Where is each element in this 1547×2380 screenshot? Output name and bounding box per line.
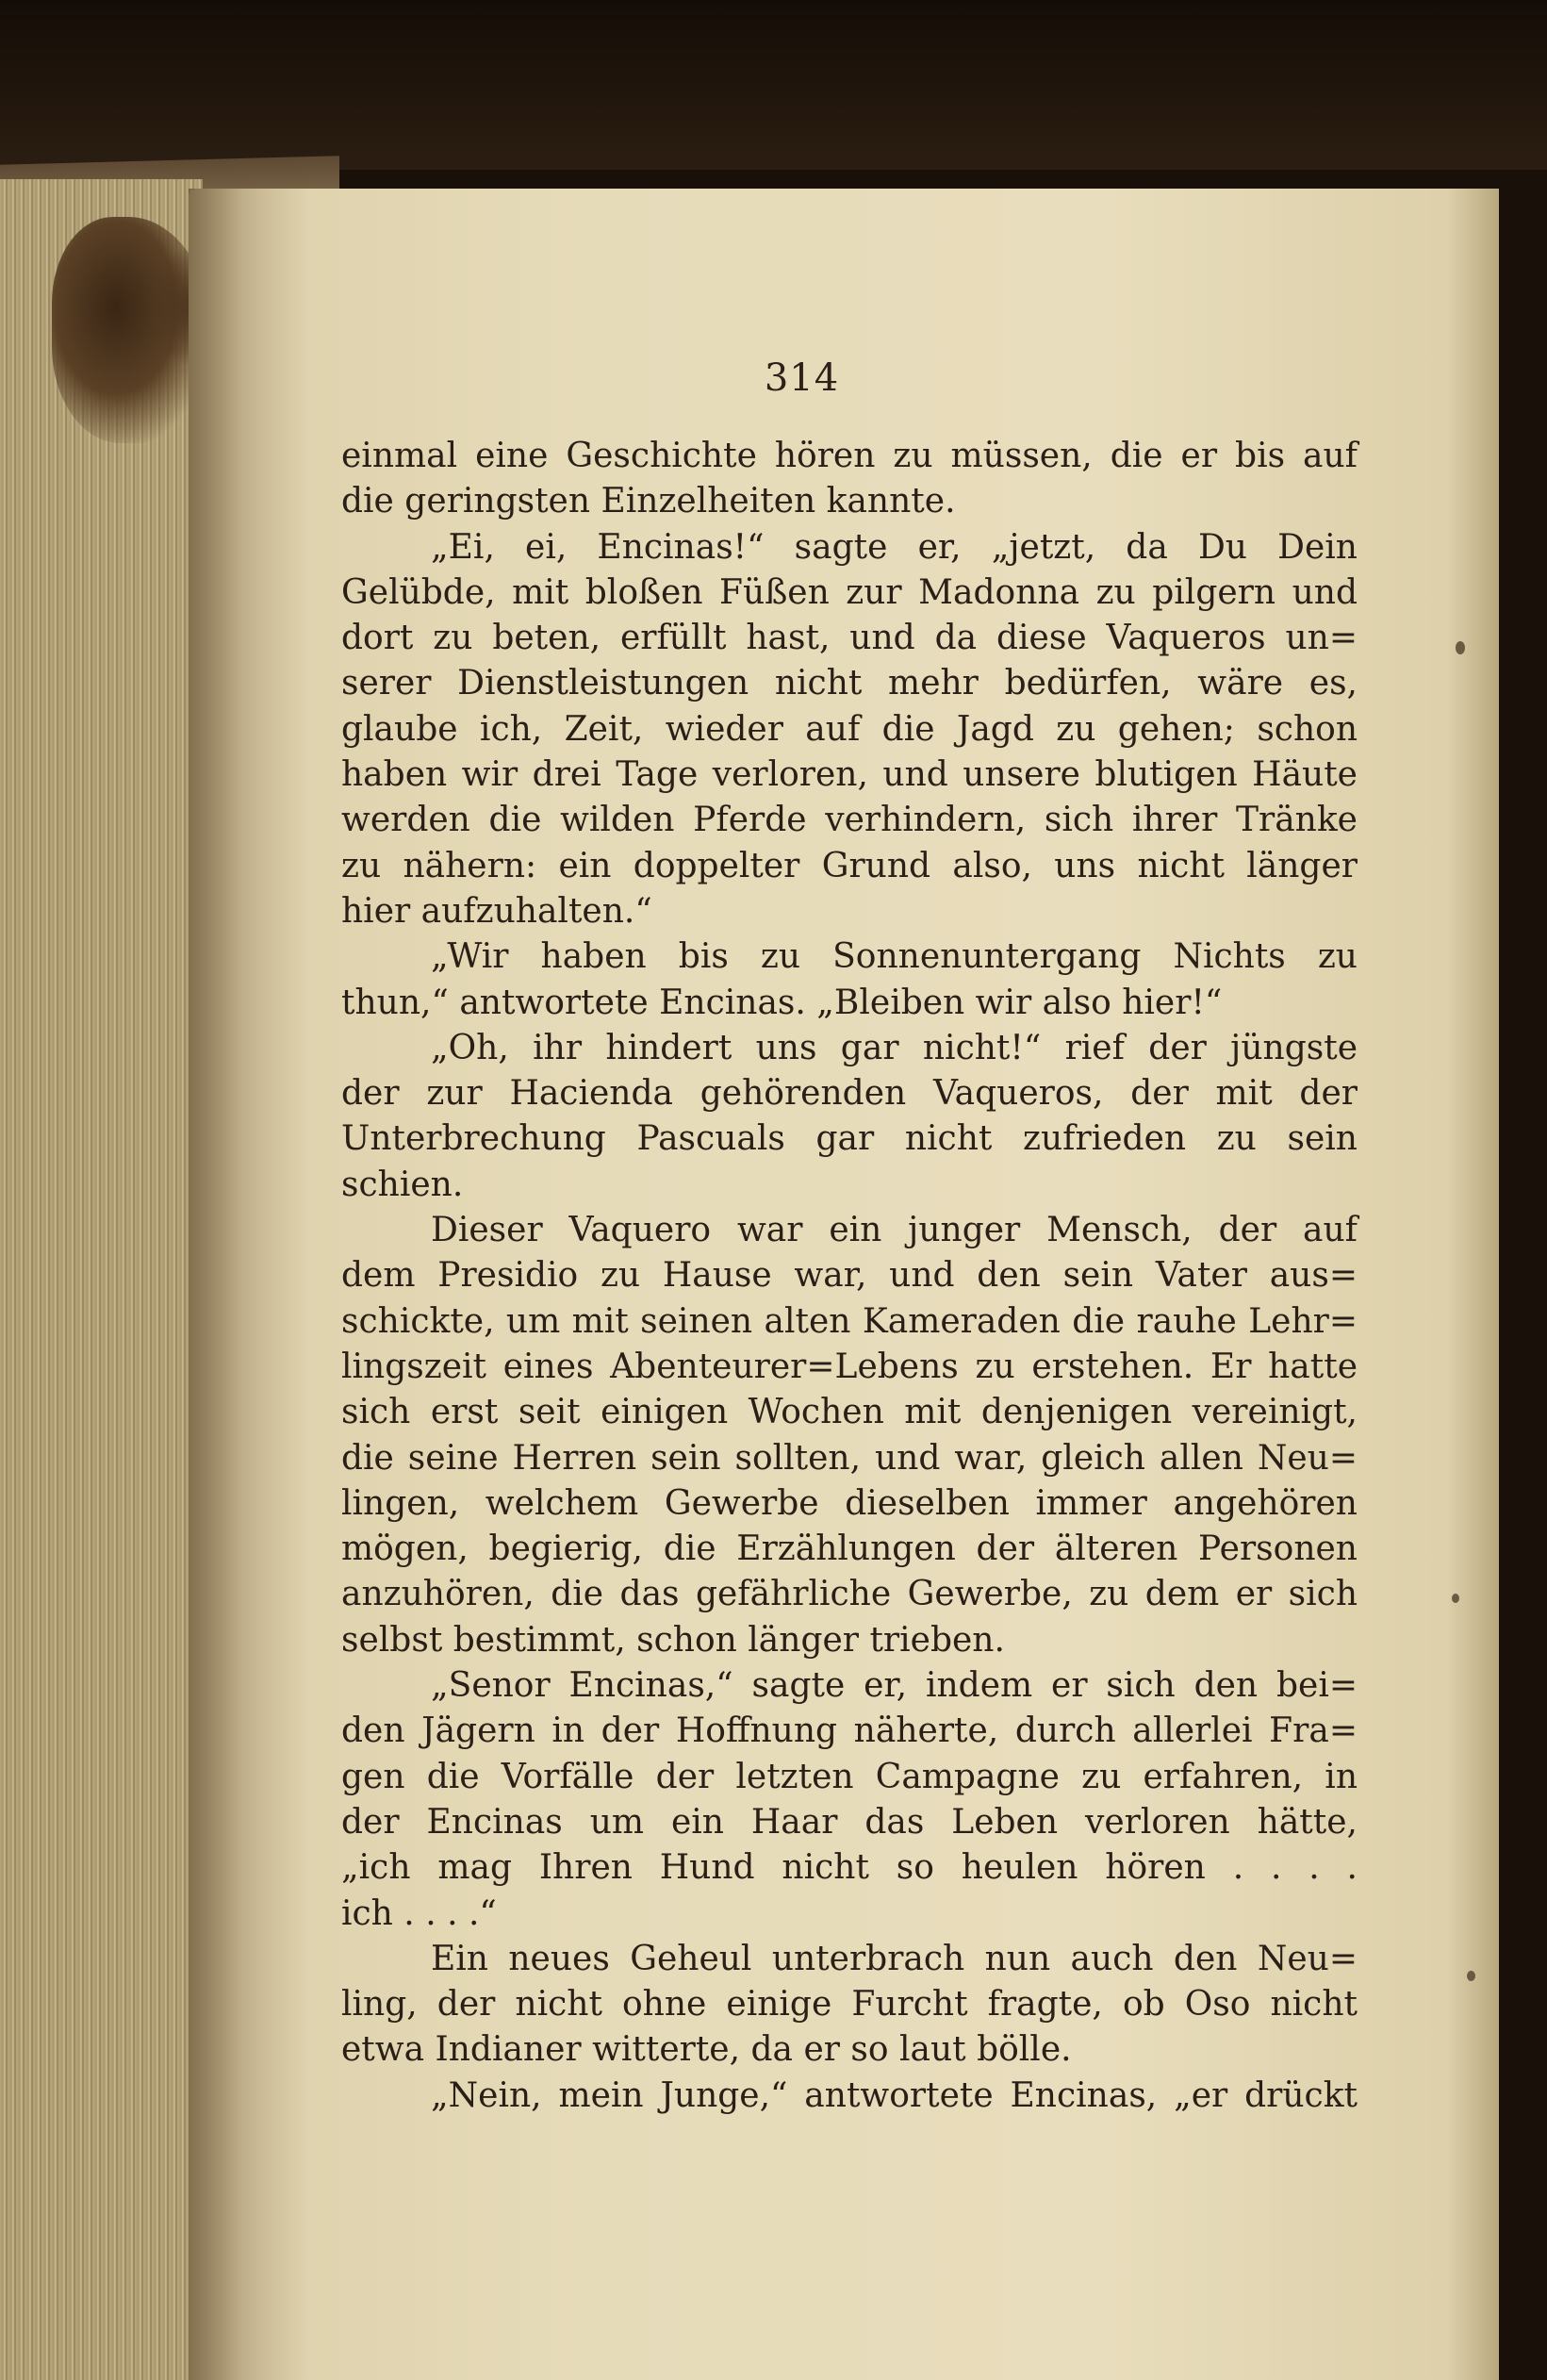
text-line: sich erst seit einigen Wochen mit denjenigen vereinigt, bbox=[341, 1393, 1358, 1432]
text-line: „Senor Encinas,“ sagte er, indem er sich den bei= bbox=[431, 1666, 1358, 1706]
text-line: die seine Herren sein sollten, und war, gleich allen Neu= bbox=[341, 1438, 1358, 1478]
paper-speck bbox=[1452, 1594, 1459, 1603]
body-text bbox=[341, 434, 1358, 2119]
text-line: dort zu beten, erfüllt hast, und da diese Vaqueros un= bbox=[341, 619, 1358, 658]
text-line: dem Presidio zu Hause war, und den sein Vater aus= bbox=[341, 1256, 1358, 1296]
text-line: „Ei, ei, Encinas!“ sagte er, „jetzt, da Du Dein bbox=[431, 527, 1358, 567]
text-line: schien. bbox=[341, 1165, 464, 1204]
paper-speck bbox=[1467, 1971, 1475, 1981]
background-shadow bbox=[0, 0, 1547, 170]
text-line: einmal eine Geschichte hören zu müssen, die er bis auf bbox=[341, 437, 1358, 475]
text-line: mögen, begierig, die Erzählungen der älteren Personen bbox=[341, 1529, 1358, 1569]
text-line: die geringsten Einzelheiten kannte. bbox=[341, 482, 956, 521]
page-number: 314 bbox=[764, 356, 840, 400]
text-line: selbst bestimmt, schon länger trieben. bbox=[341, 1620, 1005, 1660]
text-line: glaube ich, Zeit, wieder auf die Jagd zu gehen; schon bbox=[341, 709, 1358, 749]
text-line: lingszeit eines Abenteurer=Lebens zu erstehen. Er hatte bbox=[341, 1347, 1358, 1386]
text-line: der Encinas um ein Haar das Leben verloren hätte, bbox=[341, 1802, 1358, 1842]
text-line: serer Dienstleistungen nicht mehr bedürfen, wäre es, bbox=[341, 664, 1358, 703]
page-stack-edges bbox=[0, 179, 203, 2380]
text-line: hier aufzuhalten.“ bbox=[341, 891, 652, 931]
text-line: etwa Indianer witterte, da er so laut bölle. bbox=[341, 2030, 1072, 2070]
text-line: zu nähern: ein doppelter Grund also, uns nicht länger bbox=[341, 846, 1358, 885]
text-line: ich . . . .“ bbox=[341, 1893, 497, 1933]
text-line: „ich mag Ihren Hund nicht so heulen hören . . . . bbox=[341, 1848, 1358, 1888]
text-line: „Wir haben bis zu Sonnenuntergang Nichts zu bbox=[431, 937, 1358, 977]
paper-speck bbox=[1456, 641, 1465, 654]
text-line: ling, der nicht ohne einige Furcht fragte, ob Oso nicht bbox=[341, 1985, 1358, 2025]
text-line: werden die wilden Pferde verhindern, sich ihrer Tränke bbox=[341, 801, 1358, 840]
text-line: Gelübde, mit bloßen Füßen zur Madonna zu pilgern und bbox=[341, 572, 1358, 612]
text-line: Dieser Vaquero war ein junger Mensch, der auf bbox=[431, 1211, 1358, 1250]
gutter-shadow bbox=[189, 189, 311, 2380]
text-line: Ein neues Geheul unterbrach nun auch den Neu= bbox=[431, 1939, 1358, 1978]
text-line: Unterbrechung Pascuals gar nicht zufrieden zu sein bbox=[341, 1119, 1358, 1159]
text-line: „Oh, ihr hindert uns gar nicht!“ rief der jüngste bbox=[431, 1028, 1358, 1067]
text-line: schickte, um mit seinen alten Kameraden die rauhe Lehr= bbox=[341, 1301, 1358, 1341]
text-line: lingen, welchem Gewerbe dieselben immer angehören bbox=[341, 1483, 1358, 1523]
text-line: thun,“ antwortete Encinas. „Bleiben wir also hier!“ bbox=[341, 983, 1223, 1022]
text-line: gen die Vorfälle der letzten Campagne zu erfahren, in bbox=[341, 1757, 1358, 1796]
text-line: den Jägern in der Hoffnung näherte, durch allerlei Fra= bbox=[341, 1711, 1358, 1751]
text-line: „Nein, mein Junge,“ antwortete Encinas, „er drückt bbox=[431, 2075, 1358, 2115]
text-line: der zur Hacienda gehörenden Vaqueros, der mit der bbox=[341, 1074, 1358, 1114]
text-line: haben wir drei Tage verloren, und unsere blutigen Häute bbox=[341, 755, 1358, 795]
text-line: anzuhören, die das gefährliche Gewerbe, zu dem er sich bbox=[341, 1575, 1358, 1614]
